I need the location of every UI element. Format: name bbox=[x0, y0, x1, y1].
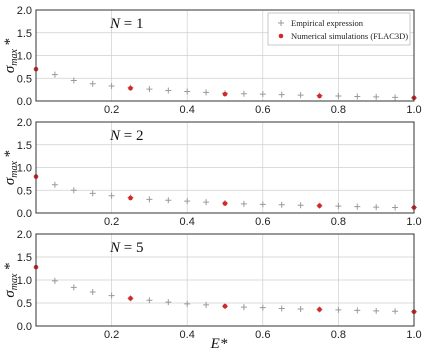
y-axis-label: $\sigma_{max}$ * bbox=[2, 262, 20, 298]
x-tick-label: 0.8 bbox=[330, 216, 347, 228]
data-point-dot bbox=[128, 196, 133, 201]
y-tick-label: 0.0 bbox=[16, 208, 32, 220]
x-axis-label: E* bbox=[210, 336, 228, 352]
data-point-dot bbox=[223, 304, 228, 309]
data-point-dot bbox=[317, 307, 322, 312]
x-tick-label: 0.8 bbox=[330, 329, 347, 341]
y-tick-label: 0.5 bbox=[16, 185, 32, 198]
x-tick-label: 0.2 bbox=[103, 104, 120, 116]
y-axis-label: $\sigma_{max}$ * bbox=[2, 149, 20, 186]
y-tick-label: 1.5 bbox=[16, 139, 32, 152]
y-tick-label: 1.0 bbox=[16, 50, 32, 63]
data-point-dot bbox=[128, 296, 133, 301]
data-point-dot bbox=[223, 201, 228, 206]
x-tick-label: 0.2 bbox=[103, 329, 120, 341]
x-tick-label: 0.2 bbox=[103, 216, 120, 228]
legend-label: Numerical simulations (FLAC3D) bbox=[291, 31, 409, 41]
y-tick-label: 1.0 bbox=[16, 162, 32, 175]
y-axis-label: $\sigma_{max}$ * bbox=[2, 37, 20, 74]
x-tick-label: 0.4 bbox=[179, 104, 195, 116]
x-tick-label: 1.0 bbox=[406, 104, 422, 116]
data-point-dot bbox=[223, 92, 228, 97]
x-tick-label: 0.8 bbox=[330, 104, 347, 116]
panel-3 bbox=[2, 229, 422, 352]
y-tick-label: 2.0 bbox=[16, 117, 32, 129]
x-tick-label: 0.6 bbox=[255, 329, 271, 341]
y-tick-label: 2.0 bbox=[16, 229, 32, 241]
x-tick-label: 1.0 bbox=[406, 329, 422, 341]
panel-2 bbox=[2, 117, 422, 228]
y-tick-label: 1.5 bbox=[16, 27, 32, 40]
legend-marker-dot bbox=[279, 34, 284, 39]
data-point-dot bbox=[317, 203, 322, 208]
legend bbox=[268, 13, 410, 45]
panel-1 bbox=[2, 5, 422, 116]
panel-label: N = 5 bbox=[110, 240, 144, 256]
x-tick-label: 0.6 bbox=[255, 216, 271, 228]
data-point-dot bbox=[317, 94, 322, 99]
y-tick-label: 1.0 bbox=[16, 275, 32, 287]
x-tick-label: 0.4 bbox=[179, 216, 195, 228]
x-tick-label: 1.0 bbox=[406, 216, 422, 228]
legend-label: Empirical expression bbox=[291, 18, 363, 28]
panel-label: N = 2 bbox=[110, 128, 144, 144]
y-tick-label: 0.0 bbox=[16, 321, 32, 333]
y-tick-label: 1.5 bbox=[16, 252, 32, 264]
y-tick-label: 0.0 bbox=[16, 96, 32, 108]
panel-label: N = 1 bbox=[110, 16, 144, 32]
y-tick-label: 2.0 bbox=[16, 5, 32, 17]
x-tick-label: 0.4 bbox=[179, 329, 195, 341]
data-point-dot bbox=[128, 86, 133, 91]
x-tick-label: 0.6 bbox=[255, 104, 271, 116]
y-tick-label: 0.5 bbox=[16, 73, 32, 86]
y-tick-label: 0.5 bbox=[16, 298, 32, 310]
